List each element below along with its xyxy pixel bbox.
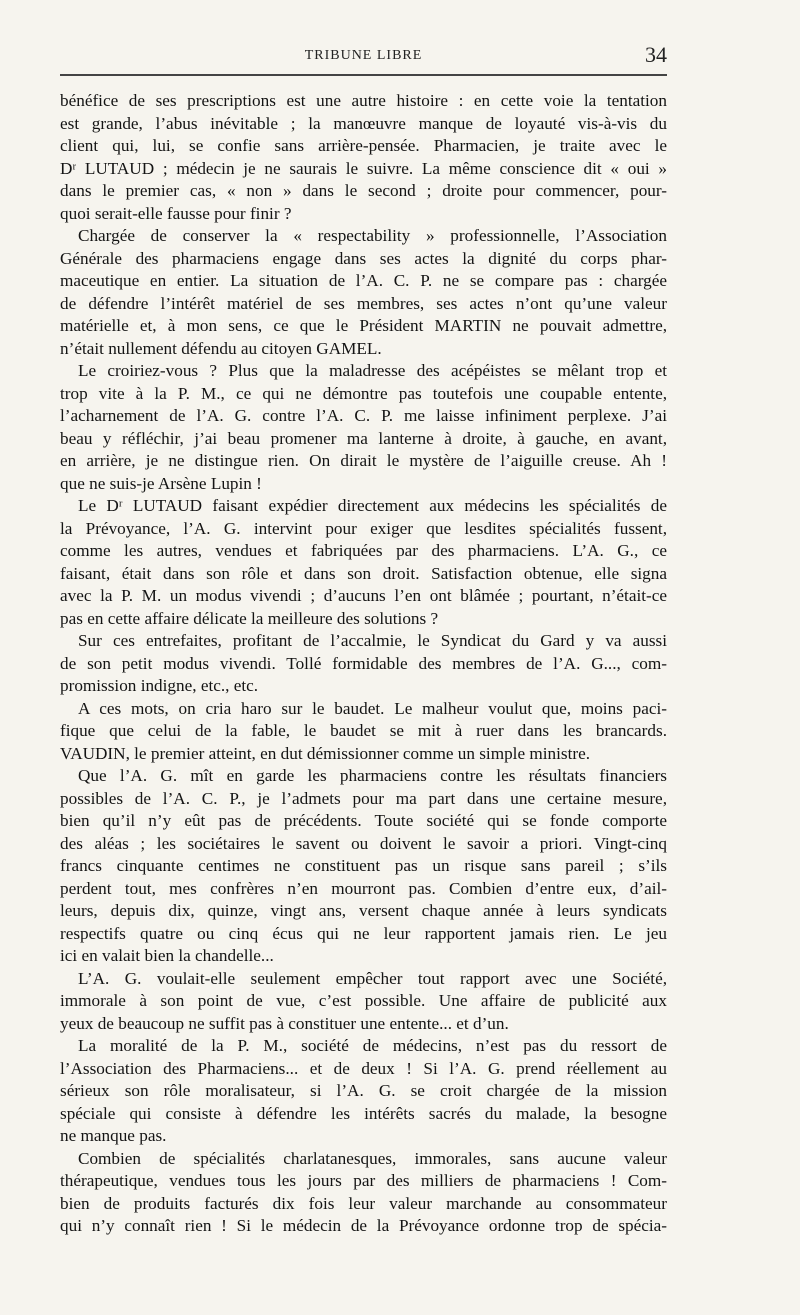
- text-line: trop vite à la P. M., ce qui ne démontre pas toutefois une coupable entente,: [60, 383, 667, 403]
- text-line: Sur ces entrefaites, profitant de l’accalmie, le Syndicat du Gard y va aussi: [78, 631, 667, 650]
- text-line: quoi serait-elle fausse pour finir ?: [60, 203, 292, 223]
- text-line: est grande, l’abus inévitable ; la manœuvre manque de loyauté vis-à-vis du: [60, 113, 667, 133]
- body-text: [60, 90, 667, 1238]
- text-line: Combien de spécialités charlatanesques, immorales, sans aucune valeur: [78, 1148, 667, 1168]
- text-line: Que l’A. G. mît en garde les pharmaciens contre les résultats financiers: [78, 766, 667, 785]
- text-line: l’Association des Pharmaciens... et de deux ! Si l’A. G. prend réellement au: [60, 1058, 667, 1078]
- text-line: qui n’y connaît rien ! Si le médecin de la Prévoyance ordonne trop de spécia-: [60, 1216, 667, 1235]
- text-line: que ne suis-je Arsène Lupin !: [60, 473, 262, 493]
- text-line: faisant, était dans son rôle et dans son droit. Satisfaction obtenue, elle signa: [60, 563, 667, 583]
- text-line: leurs, depuis dix, quinze, vingt ans, versent chaque année à leurs syndicats: [60, 901, 667, 920]
- text-line: maceutique en entier. La situation de l’A. C. P. ne se compare pas : chargée: [60, 271, 667, 290]
- text-line: francs cinquante centimes ne constituent pas un risque sans pareil ; s’ils: [60, 856, 667, 875]
- text-line: bien de produits facturés dix fois leur valeur marchande au consommateur: [60, 1193, 667, 1213]
- text-line: Chargée de conserver la « respectability » professionnelle, l’Association: [78, 226, 667, 245]
- text-line: L’A. G. voulait-elle seulement empêcher tout rapport avec une Société,: [78, 968, 667, 988]
- text-line: spéciale qui consiste à défendre les intérêts sacrés du malade, la besogne: [60, 1103, 667, 1123]
- header-title: TRIBUNE LIBRE: [304, 48, 423, 63]
- text-line: promission indigne, etc., etc.: [60, 676, 259, 695]
- text-line: La moralité de la P. M., société de médecins, n’est pas du ressort de: [78, 1036, 667, 1055]
- text-line: l’acharnement de l’A. G. contre l’A. C. P. me laisse infiniment perplexe. J’ai: [60, 406, 667, 425]
- text-line: respectifs quatre ou cinq écus qui ne leur rapportent jamais rien. Le jeu: [60, 923, 667, 943]
- text-line: Le croiriez-vous ? Plus que la maladresse des acépéistes se mêlant trop et: [78, 361, 667, 380]
- text-line: VAUDIN, le premier atteint, en dut démissionner comme un simple ministre.: [60, 743, 590, 763]
- text-line: de défendre l’intérêt matériel de ses membres, ses actes n’ont qu’une valeur: [60, 293, 667, 313]
- text-line: n’était nullement défendu au citoyen GAMEL.: [60, 338, 382, 358]
- text-line: thérapeutique, vendues tous les jours par des milliers de pharmaciens ! Com-: [60, 1171, 667, 1190]
- text-line: client qui, lui, se confie sans arrière-pensée. Pharmacien, je traite avec le: [60, 136, 667, 155]
- text-line: dans le premier cas, « non » dans le second ; droite pour commencer, pour-: [60, 181, 667, 200]
- text-line: bien qu’il n’y eût pas de précédents. Toute société qui se fonde comporte: [60, 811, 667, 830]
- page-number: 34: [645, 42, 667, 67]
- text-line: beau y réfléchir, j’ai beau promener ma lanterne à droite, à gauche, en avant,: [60, 428, 667, 448]
- text-line: yeux de beaucoup ne suffit pas à constituer une entente... et d’un.: [60, 1013, 509, 1033]
- text-line: fique que celui de la fable, le baudet se mit à ruer dans les brancards.: [60, 721, 667, 740]
- text-line: en arrière, je ne distingue rien. On dirait le mystère de l’aiguille creuse. Ah !: [60, 451, 667, 470]
- text-line: comme les autres, vendues et fabriquées par des pharmaciens. L’A. G., ce: [60, 541, 667, 560]
- text-line: immorale à son point de vue, c’est possible. Une affaire de publicité aux: [60, 991, 667, 1010]
- text-line: avec la P. M. un modus vivendi ; d’aucuns l’en ont blâmée ; pourtant, n’était-ce: [60, 586, 667, 605]
- text-line: Dʳ LUTAUD ; médecin je ne saurais le suivre. La même conscience dit « oui »: [60, 158, 667, 178]
- text-line: Générale des pharmaciens engage dans ses actes la dignité du corps phar-: [60, 248, 667, 268]
- text-line: bénéfice de ses prescriptions est une autre histoire : en cette voie la tentation: [60, 91, 667, 110]
- text-line: A ces mots, on cria haro sur le baudet. Le malheur voulut que, moins paci-: [78, 698, 667, 718]
- running-header: [60, 40, 667, 74]
- text-line: possibles de l’A. C. P., je l’admets pour ma part dans une certaine mesure,: [60, 788, 667, 808]
- text-line: la Prévoyance, l’A. G. intervint pour exiger que lesdites spécialités fussent,: [60, 518, 667, 538]
- text-line: ici en valait bien la chandelle...: [60, 946, 274, 965]
- text-line: ne manque pas.: [60, 1126, 167, 1145]
- text-line: des aléas ; les sociétaires le savent ou doivent le savoir a priori. Vingt-cinq: [60, 833, 667, 853]
- text-line: pas en cette affaire délicate la meilleure des solutions ?: [60, 608, 439, 628]
- text-line: matérielle et, à mon sens, ce que le Président MARTIN ne pouvait admettre,: [60, 316, 667, 335]
- text-line: Le Dʳ LUTAUD faisant expédier directement aux médecins les spécialités de: [78, 496, 667, 515]
- text-line: perdent tout, mes confrères n’en mourront pas. Combien d’entre eux, d’ail-: [60, 878, 667, 898]
- text-line: de son petit modus vivendi. Tollé formidable des membres de l’A. G..., com-: [60, 653, 667, 673]
- text-line: sérieux son rôle moralisateur, si l’A. G. se croit chargée de la mission: [60, 1081, 667, 1100]
- header-rule: [60, 74, 667, 76]
